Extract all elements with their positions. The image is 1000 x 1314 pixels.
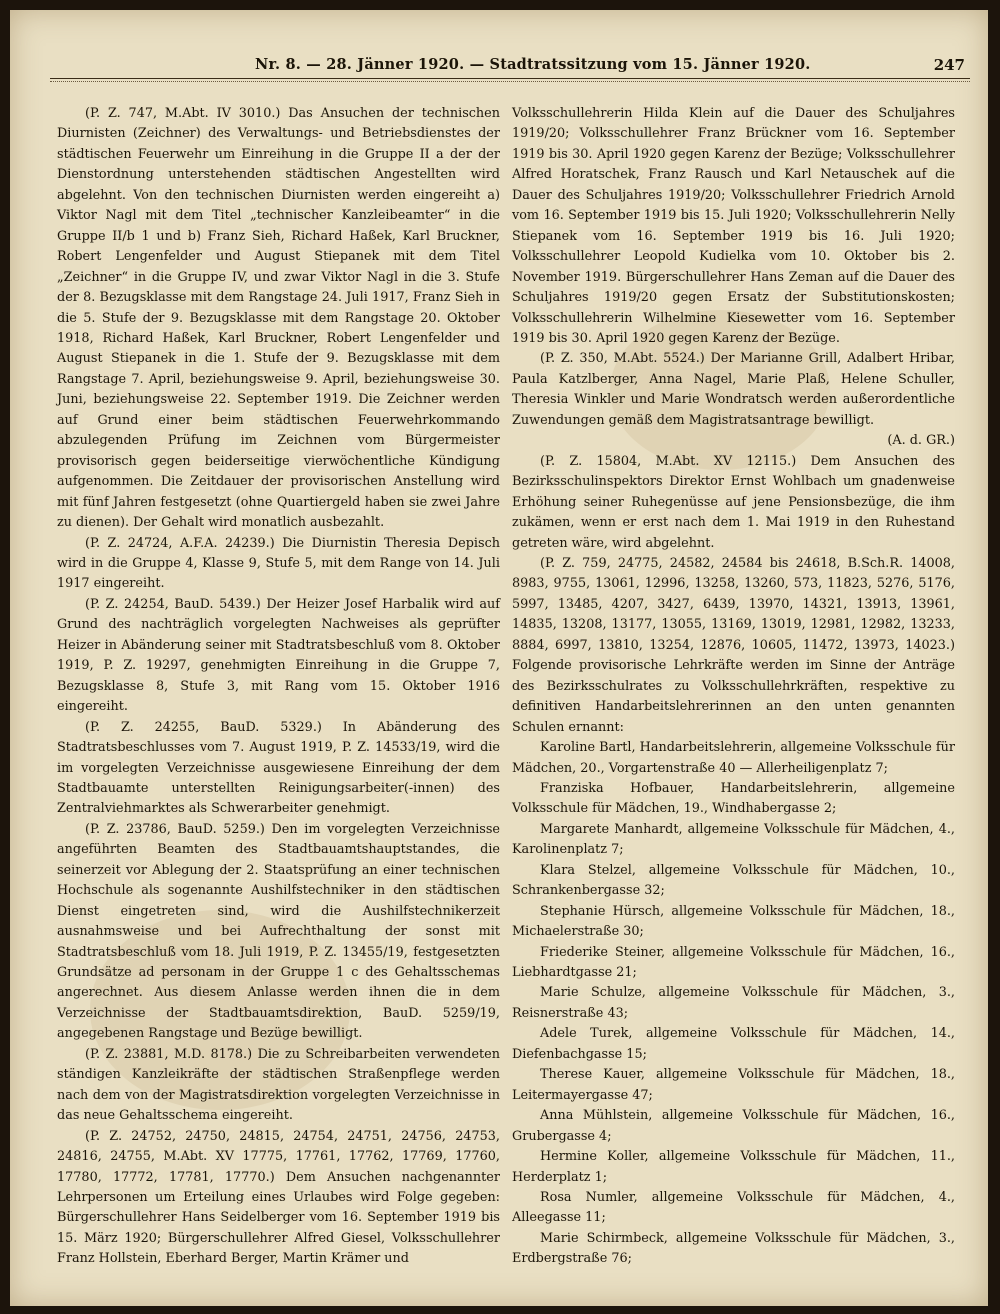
left-column bbox=[57, 104, 500, 1270]
list-item: Marie Schirmbeck, allgemeine Volksschule für Mädchen, 3., Erdbergstraße 76; bbox=[512, 1230, 955, 1267]
signature-note: (A. d. GR.) bbox=[887, 433, 955, 449]
newspaper-page bbox=[10, 10, 988, 1306]
paragraph: (P. Z. 24254, BauD. 5439.) Der Heizer Josef Harbalik wird auf Grund des nachträglich vorgelegten Nachweises als geprüfter Heizer in Abänderung seiner mit Stadtratsbeschluß vom 8. Oktober 1919, P. Z. 19297, genehmigten Einreihung in die Gruppe 7, Bezugsklasse 8, Stufe 3, mit Rang vom 15. Oktober 1916 eingereiht. bbox=[57, 596, 500, 715]
list-item: Marie Schulze, allgemeine Volksschule für Mädchen, 3., Reisnerstraße 43; bbox=[512, 985, 955, 1021]
list-item: Friederike Steiner, allgemeine Volksschule für Mädchen, 16., Liebhardtgasse 21; bbox=[512, 944, 955, 981]
paragraph: Volksschullehrerin Hilda Klein auf die Dauer des Schuljahres 1919/20; Volksschullehrer Franz Brückner vom 16. September 1919 bis 30. April 1920 gegen Karenz der Bezüge; Volksschullehrer Alfred Horatschek, Franz Rausch und Karl Netauschek auf die Dauer des Schuljahres 1919/20; Volksschullehrer Friedrich Arnold vom 16. September 1919 bis 15. Juli 1920; Volksschullehrerin Nelly Stiepanek vom 16. September 1919 bis 16. Juli 1920; Volksschullehrer Leopold Kudielka vom 10. Oktober bis 2. November 1919. Bürgerschullehrer Hans Zeman auf die Dauer des Schuljahres 1919/20 gegen Ersatz der Substitutionskosten; Volksschullehrerin Wilhelmine Kiesewetter vom 16. September 1919 bis 30. April 1920 gegen Karenz der Bezüge. bbox=[512, 106, 955, 346]
paragraph: (P. Z. 23786, BauD. 5259.) Den im vorgelegten Verzeichnisse angeführten Beamten des Stadtbauamtshauptstandes, die seinerzeit vor Ablegung der 2. Staatsprüfung an einer technischen Hochschule als sogenannte Aushilfstechniker in den städtischen Dienst eingetreten sind, wird die Aushilfstechnikerzeit ausnahmsweise und bei Aufrechthaltung der sonst mit Stadtratsbeschluß vom 18. Juli 1919, P. Z. 13455/19, festgesetzten Grundsätze ad personam in der Gruppe 1 c des Gehaltsschemas angerechnet. Aus diesem Anlasse werden ihnen die in dem Verzeichnisse der Stadtbauamtsdirektion, BauD. 5259/19, angegebenen Rangstage und Bezüge bewilligt. bbox=[57, 821, 500, 1042]
list-item: Rosa Numler, allgemeine Volksschule für Mädchen, 4., Alleegasse 11; bbox=[512, 1190, 955, 1226]
list-item: Karoline Bartl, Handarbeitslehrerin, allgemeine Volksschule für Mädchen, 20., Vorgartenstraße 40 — Allerheiligenplatz 7; bbox=[512, 740, 955, 776]
list-item: Hermine Koller, allgemeine Volksschule für Mädchen, 11., Herderplatz 1; bbox=[512, 1149, 955, 1185]
paragraph: (P. Z. 24752, 24750, 24815, 24754, 24751, 24756, 24753, 24816, 24755, M.Abt. XV 17775, 17761, 17762, 17769, 17760, 17780, 17772, 17781, 17770.) Dem Ansuchen nachgenannter Lehrpersonen um Erteilung eines Urlaubes wird Folge gegeben: Bürgerschullehrer Hans Seidelberger vom 16. September 1919 bis 15. März 1920; Bürgerschullehrer Alfred Giesel, Volksschullehrer Franz Hollstein, Eberhard Berger, Martin Krämer und bbox=[57, 1128, 500, 1267]
header-title: Nr. 8. — 28. Jänner 1920. — Stadtratssitzung vom 15. Jänner 1920. bbox=[255, 56, 811, 73]
paragraph: (P. Z. 24255, BauD. 5329.) In Abänderung des Stadtratsbeschlusses vom 7. August 1919, P. Z. 14533/19, wird die im vorgelegten Verzeichnisse ausgewiesene Einreihung der dem Stadtbauamte unterstellten Reinigungsarbeiter(-innen) des Zentralviehmarktes als Schwerarbeiter genehmigt. bbox=[57, 719, 500, 817]
header-rule-dotted bbox=[50, 81, 970, 82]
list-item: Adele Turek, allgemeine Volksschule für Mädchen, 14., Diefenbachgasse 15; bbox=[512, 1026, 955, 1062]
paragraph: (P. Z. 350, M.Abt. 5524.) Der Marianne Grill, Adalbert Hribar, Paula Katzlberger, Anna Nagel, Marie Plaß, Helene Schuller, Theresia Winkler und Marie Wondratsch werden außerordentliche Zuwendungen gemäß dem Magistratsantrage bewilligt. bbox=[512, 351, 955, 428]
right-column bbox=[512, 104, 955, 1270]
page-header bbox=[50, 48, 970, 76]
list-item: Stephanie Hürsch, allgemeine Volksschule für Mädchen, 18., Michaelerstraße 30; bbox=[512, 903, 955, 940]
list-item: Anna Mühlstein, allgemeine Volksschule für Mädchen, 16., Grubergasse 4; bbox=[512, 1108, 955, 1144]
paragraph: (P. Z. 15804, M.Abt. XV 12115.) Dem Ansuchen des Bezirksschulinspektors Direktor Ernst Wohlbach um gnadenweise Erhöhung seiner Ruhegenüsse auf jene Pensionsbezüge, die ihm zukämen, wenn er erst nach dem 1. Mai 1919 in den Ruhestand getreten wäre, wird abgelehnt. bbox=[512, 453, 955, 551]
header-rule bbox=[50, 78, 970, 79]
list-item: Franziska Hofbauer, Handarbeitslehrerin, allgemeine Volksschule für Mädchen, 19., Windhabergasse 2; bbox=[512, 780, 955, 817]
list-item: Margarete Manhardt, allgemeine Volksschule für Mädchen, 4., Karolinenplatz 7; bbox=[512, 821, 955, 858]
list-item: Klara Stelzel, allgemeine Volksschule für Mädchen, 10., Schrankenbergasse 32; bbox=[512, 862, 955, 899]
page-number: 247 bbox=[933, 56, 965, 74]
paragraph: (P. Z. 747, M.Abt. IV 3010.) Das Ansuchen der technischen Diurnisten (Zeichner) des Verwaltungs- und Betriebsdienstes der städtischen Feuerwehr um Einreihung in die Gruppe II a der der Dienstordnung unterstehenden städtischen Angestellten wird abgelehnt. Von den technischen Diurnisten werden eingereiht a) Viktor Nagl mit dem Titel „technischer Kanzleibeamter“ in die Gruppe II/b 1 und b) Franz Sieh, Richard Haßek, Karl Bruckner, Robert Lengenfelder und August Stiepanek mit dem Titel „Zeichner“ in die Gruppe IV, und zwar Viktor Nagl in die 3. Stufe der 8. Bezugsklasse mit dem Rangstage 24. Juli 1917, Franz Sieh in die 5. Stufe der 9. Bezugsklasse mit dem Rangstage 20. Oktober 1918, Richard Haßek, Karl Bruckner, Robert Lengenfelder und August Stiepanek in die 1. Stufe der 9. Bezugsklasse mit dem Rangstage 7. April, beziehungsweise 9. April, beziehungsweise 30. Juni, beziehungsweise 22. September 1919. Die Zeichner werden auf Grund einer beim städtischen Feuerwehrkommando abzulegenden Prüfung im Zeichnen vom Bürgermeister provisorisch gegen beiderseitige vierwöchentliche Kündigung aufgenommen. Die Zeitdauer der provisorischen Anstellung wird mit fünf Jahren festgesetzt (ohne Quartiergeld haben sie zwei Jahre zu dienen). Der Gehalt wird monatlich ausbezahlt. bbox=[57, 106, 500, 531]
paragraph: (P. Z. 759, 24775, 24582, 24584 bis 24618, B.Sch.R. 14008, 8983, 9755, 13061, 12996, 13258, 13260, 573, 11823, 5276, 5176, 5997, 13485, 4207, 3427, 6439, 13970, 14321, 13913, 13961, 14835, 13208, 13177, 13055, 13169, 13019, 12981, 12982, 13233, 8884, 6997, 13810, 13254, 12876, 10605, 11472, 13973, 14023.) Folgende provisorische Lehrkräfte werden im Sinne der Anträge des Bezirksschulrates zu Volksschullehrkräften, respektive zu definitiven Handarbeitslehrerinnen an den unten genannten Schulen ernannt: bbox=[512, 555, 955, 735]
paragraph: (P. Z. 24724, A.F.A. 24239.) Die Diurnistin Theresia Depisch wird in die Gruppe 4, Klasse 9, Stufe 5, mit dem Range von 14. Juli 1917 eingereiht. bbox=[57, 535, 500, 592]
list-item: Therese Kauer, allgemeine Volksschule für Mädchen, 18., Leitermayergasse 47; bbox=[512, 1067, 955, 1103]
paragraph: (P. Z. 23881, M.D. 8178.) Die zu Schreibarbeiten verwendeten ständigen Kanzleikräfte der städtischen Straßenpflege werden nach dem von der Magistratsdirektion vorgelegten Verzeichnisse in das neue Gehaltsschema eingereiht. bbox=[57, 1046, 500, 1124]
